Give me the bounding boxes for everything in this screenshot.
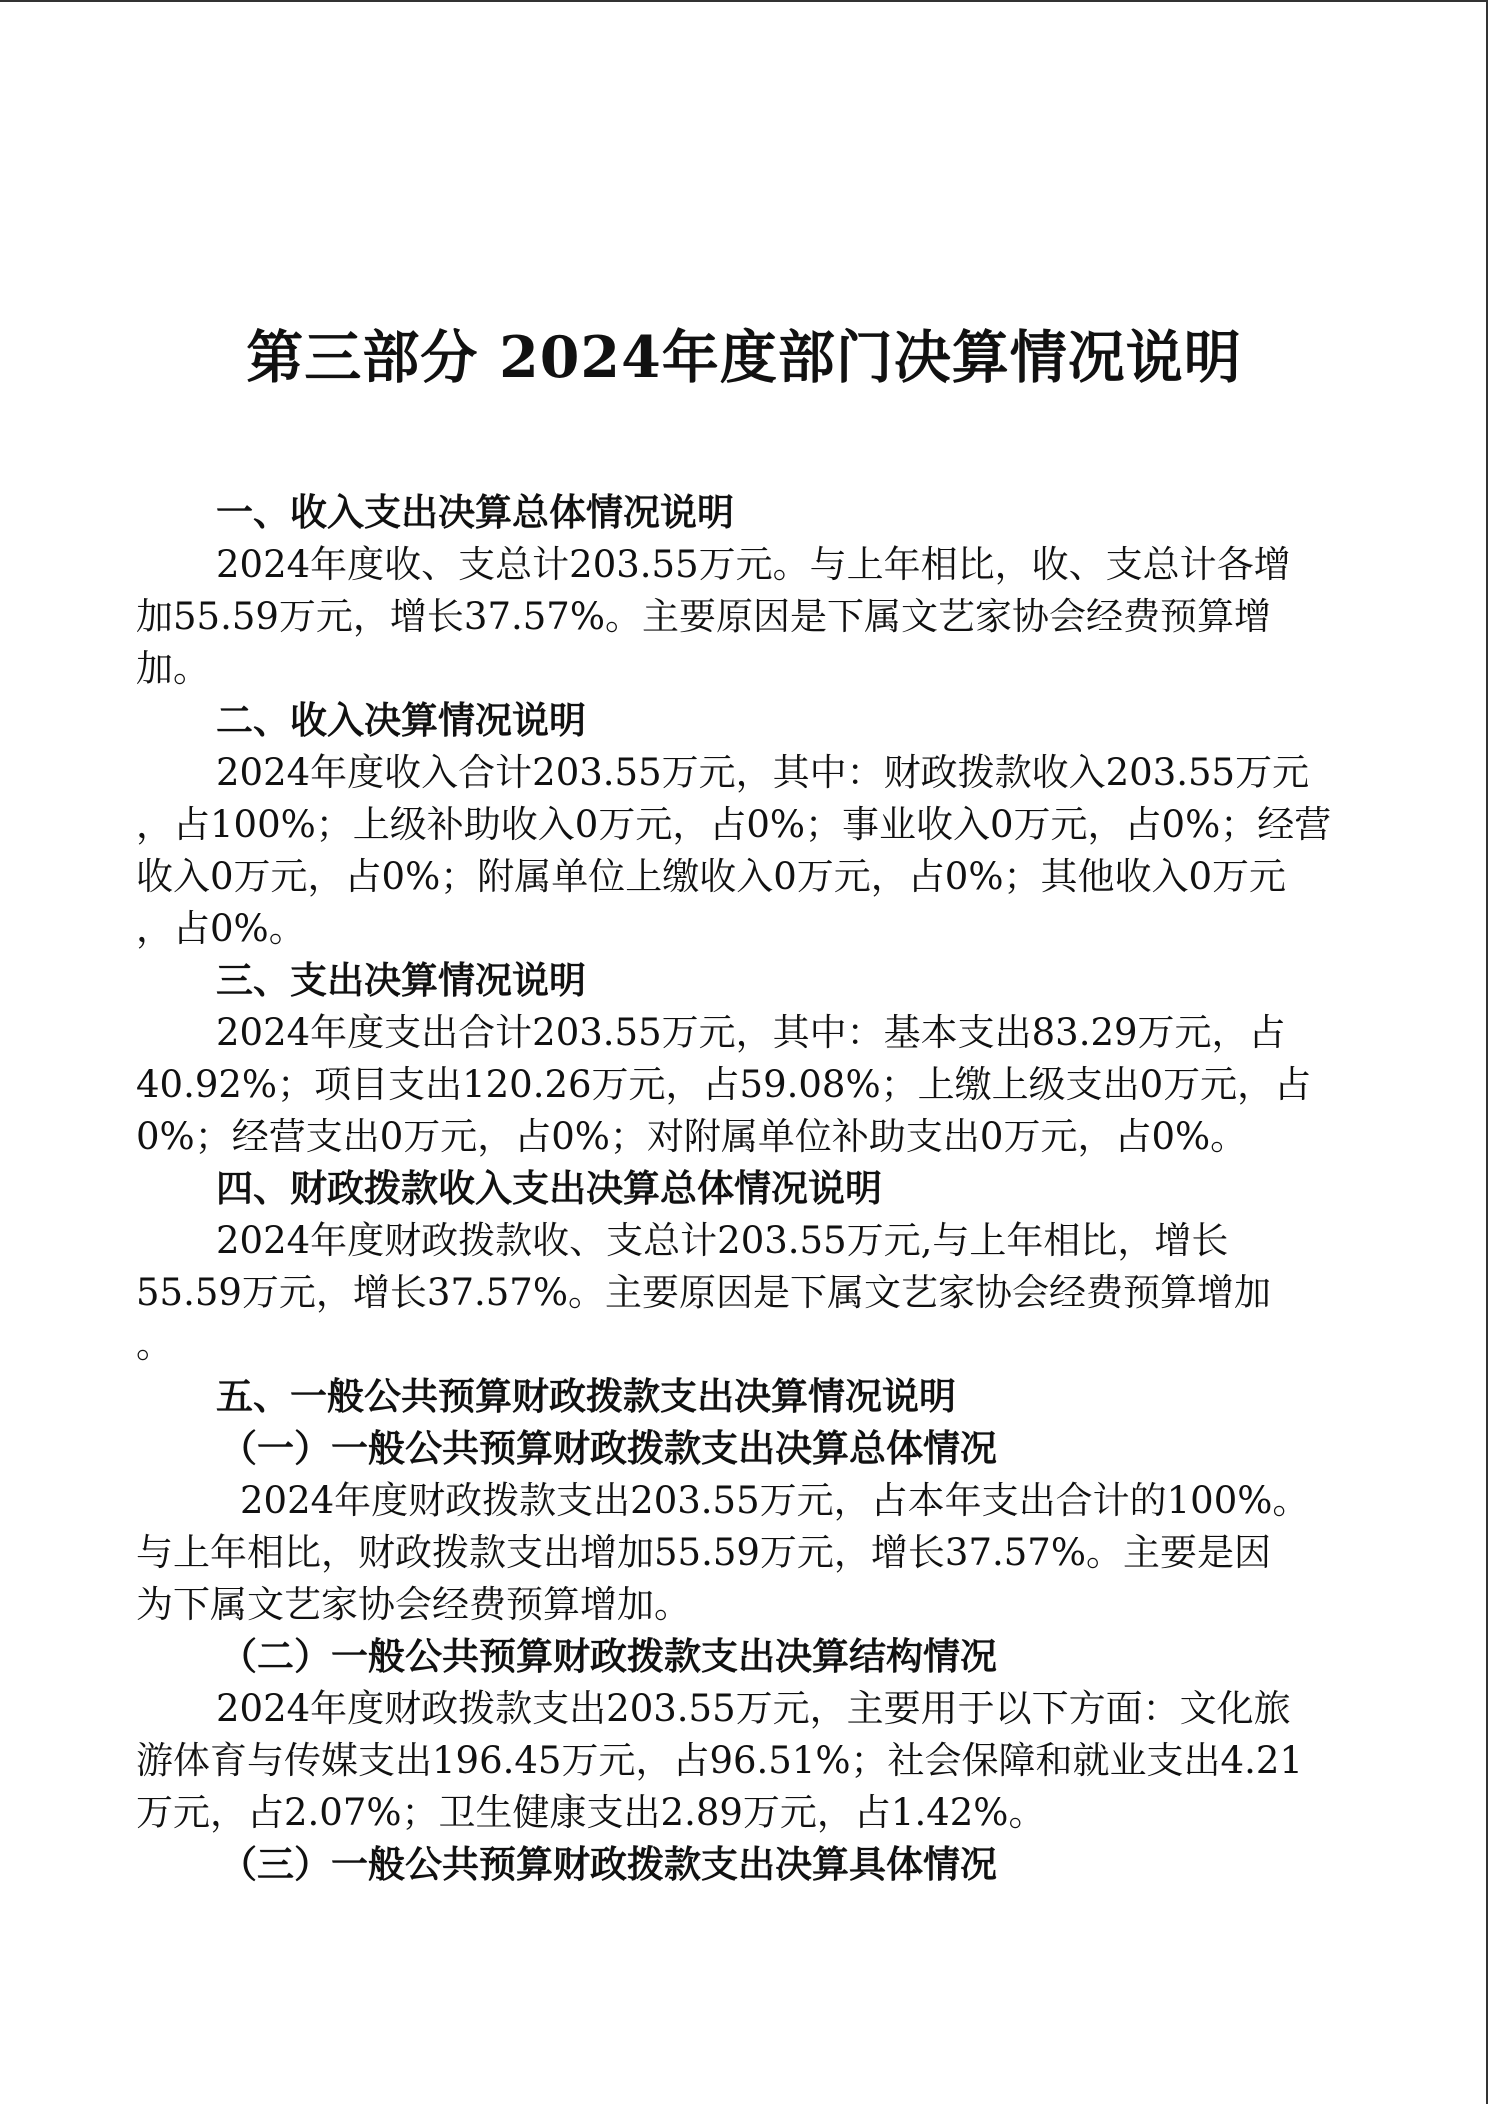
section-heading: 五、一般公共预算财政拨款支出决算情况说明 xyxy=(216,1375,956,1418)
paragraph-line: 与上年相比，财政拨款支出增加55.59万元，增长37.57%。主要是因 xyxy=(136,1531,1272,1574)
paragraph-line: 加。 xyxy=(136,647,210,690)
document-body xyxy=(136,487,1336,1891)
paragraph-line: 收入0万元，占0%；附属单位上缴收入0万元，占0%；其他收入0万元 xyxy=(136,855,1287,898)
subsection-heading: （一）一般公共预算财政拨款支出决算总体情况 xyxy=(220,1427,997,1470)
paragraph-line: 游体育与传媒支出196.45万元，占96.51%；社会保障和就业支出4.21 xyxy=(136,1739,1303,1782)
paragraph-line: 40.92%；项目支出120.26万元，占59.08%；上缴上级支出0万元，占 xyxy=(136,1063,1312,1106)
paragraph-line: ，占100%；上级补助收入0万元，占0%；事业收入0万元，占0%；经营 xyxy=(136,803,1332,846)
paragraph-line: 2024年度财政拨款支出203.55万元，主要用于以下方面：文化旅 xyxy=(216,1687,1291,1730)
paragraph-line: 为下属文艺家协会经费预算增加。 xyxy=(136,1583,691,1626)
subsection-heading: （三）一般公共预算财政拨款支出决算具体情况 xyxy=(220,1843,997,1886)
section-heading: 一、收入支出决算总体情况说明 xyxy=(216,491,734,534)
section-heading: 三、支出决算情况说明 xyxy=(216,959,586,1002)
section-heading: 二、收入决算情况说明 xyxy=(216,699,586,742)
paragraph-line: 0%；经营支出0万元，占0%；对附属单位补助支出0万元，占0%。 xyxy=(136,1115,1248,1158)
paragraph-line: 2024年度财政拨款收、支总计203.55万元,与上年相比，增长 xyxy=(216,1219,1229,1262)
paragraph-line: 2024年度收入合计203.55万元，其中：财政拨款收入203.55万元 xyxy=(216,751,1310,794)
paragraph-line: 加55.59万元，增长37.57%。主要原因是下属文艺家协会经费预算增 xyxy=(136,595,1272,638)
page-title: 第三部分 2024年度部门决算情况说明 xyxy=(246,324,1242,391)
paragraph-line: 2024年度收、支总计203.55万元。与上年相比，收、支总计各增 xyxy=(216,543,1291,586)
paragraph-line: 万元，占2.07%；卫生健康支出2.89万元，占1.42%。 xyxy=(136,1791,1046,1834)
paragraph-line: ，占0%。 xyxy=(136,907,306,950)
section-heading: 四、财政拨款收入支出决算总体情况说明 xyxy=(216,1167,882,1210)
paragraph-line: 2024年度支出合计203.55万元，其中：基本支出83.29万元，占 xyxy=(216,1011,1286,1054)
paragraph-line: 。 xyxy=(136,1323,173,1366)
paragraph-line: 2024年度财政拨款支出203.55万元，占本年支出合计的100%。 xyxy=(240,1479,1310,1522)
subsection-heading: （二）一般公共预算财政拨款支出决算结构情况 xyxy=(220,1635,997,1678)
paragraph-line: 55.59万元，增长37.57%。主要原因是下属文艺家协会经费预算增加 xyxy=(136,1271,1272,1314)
